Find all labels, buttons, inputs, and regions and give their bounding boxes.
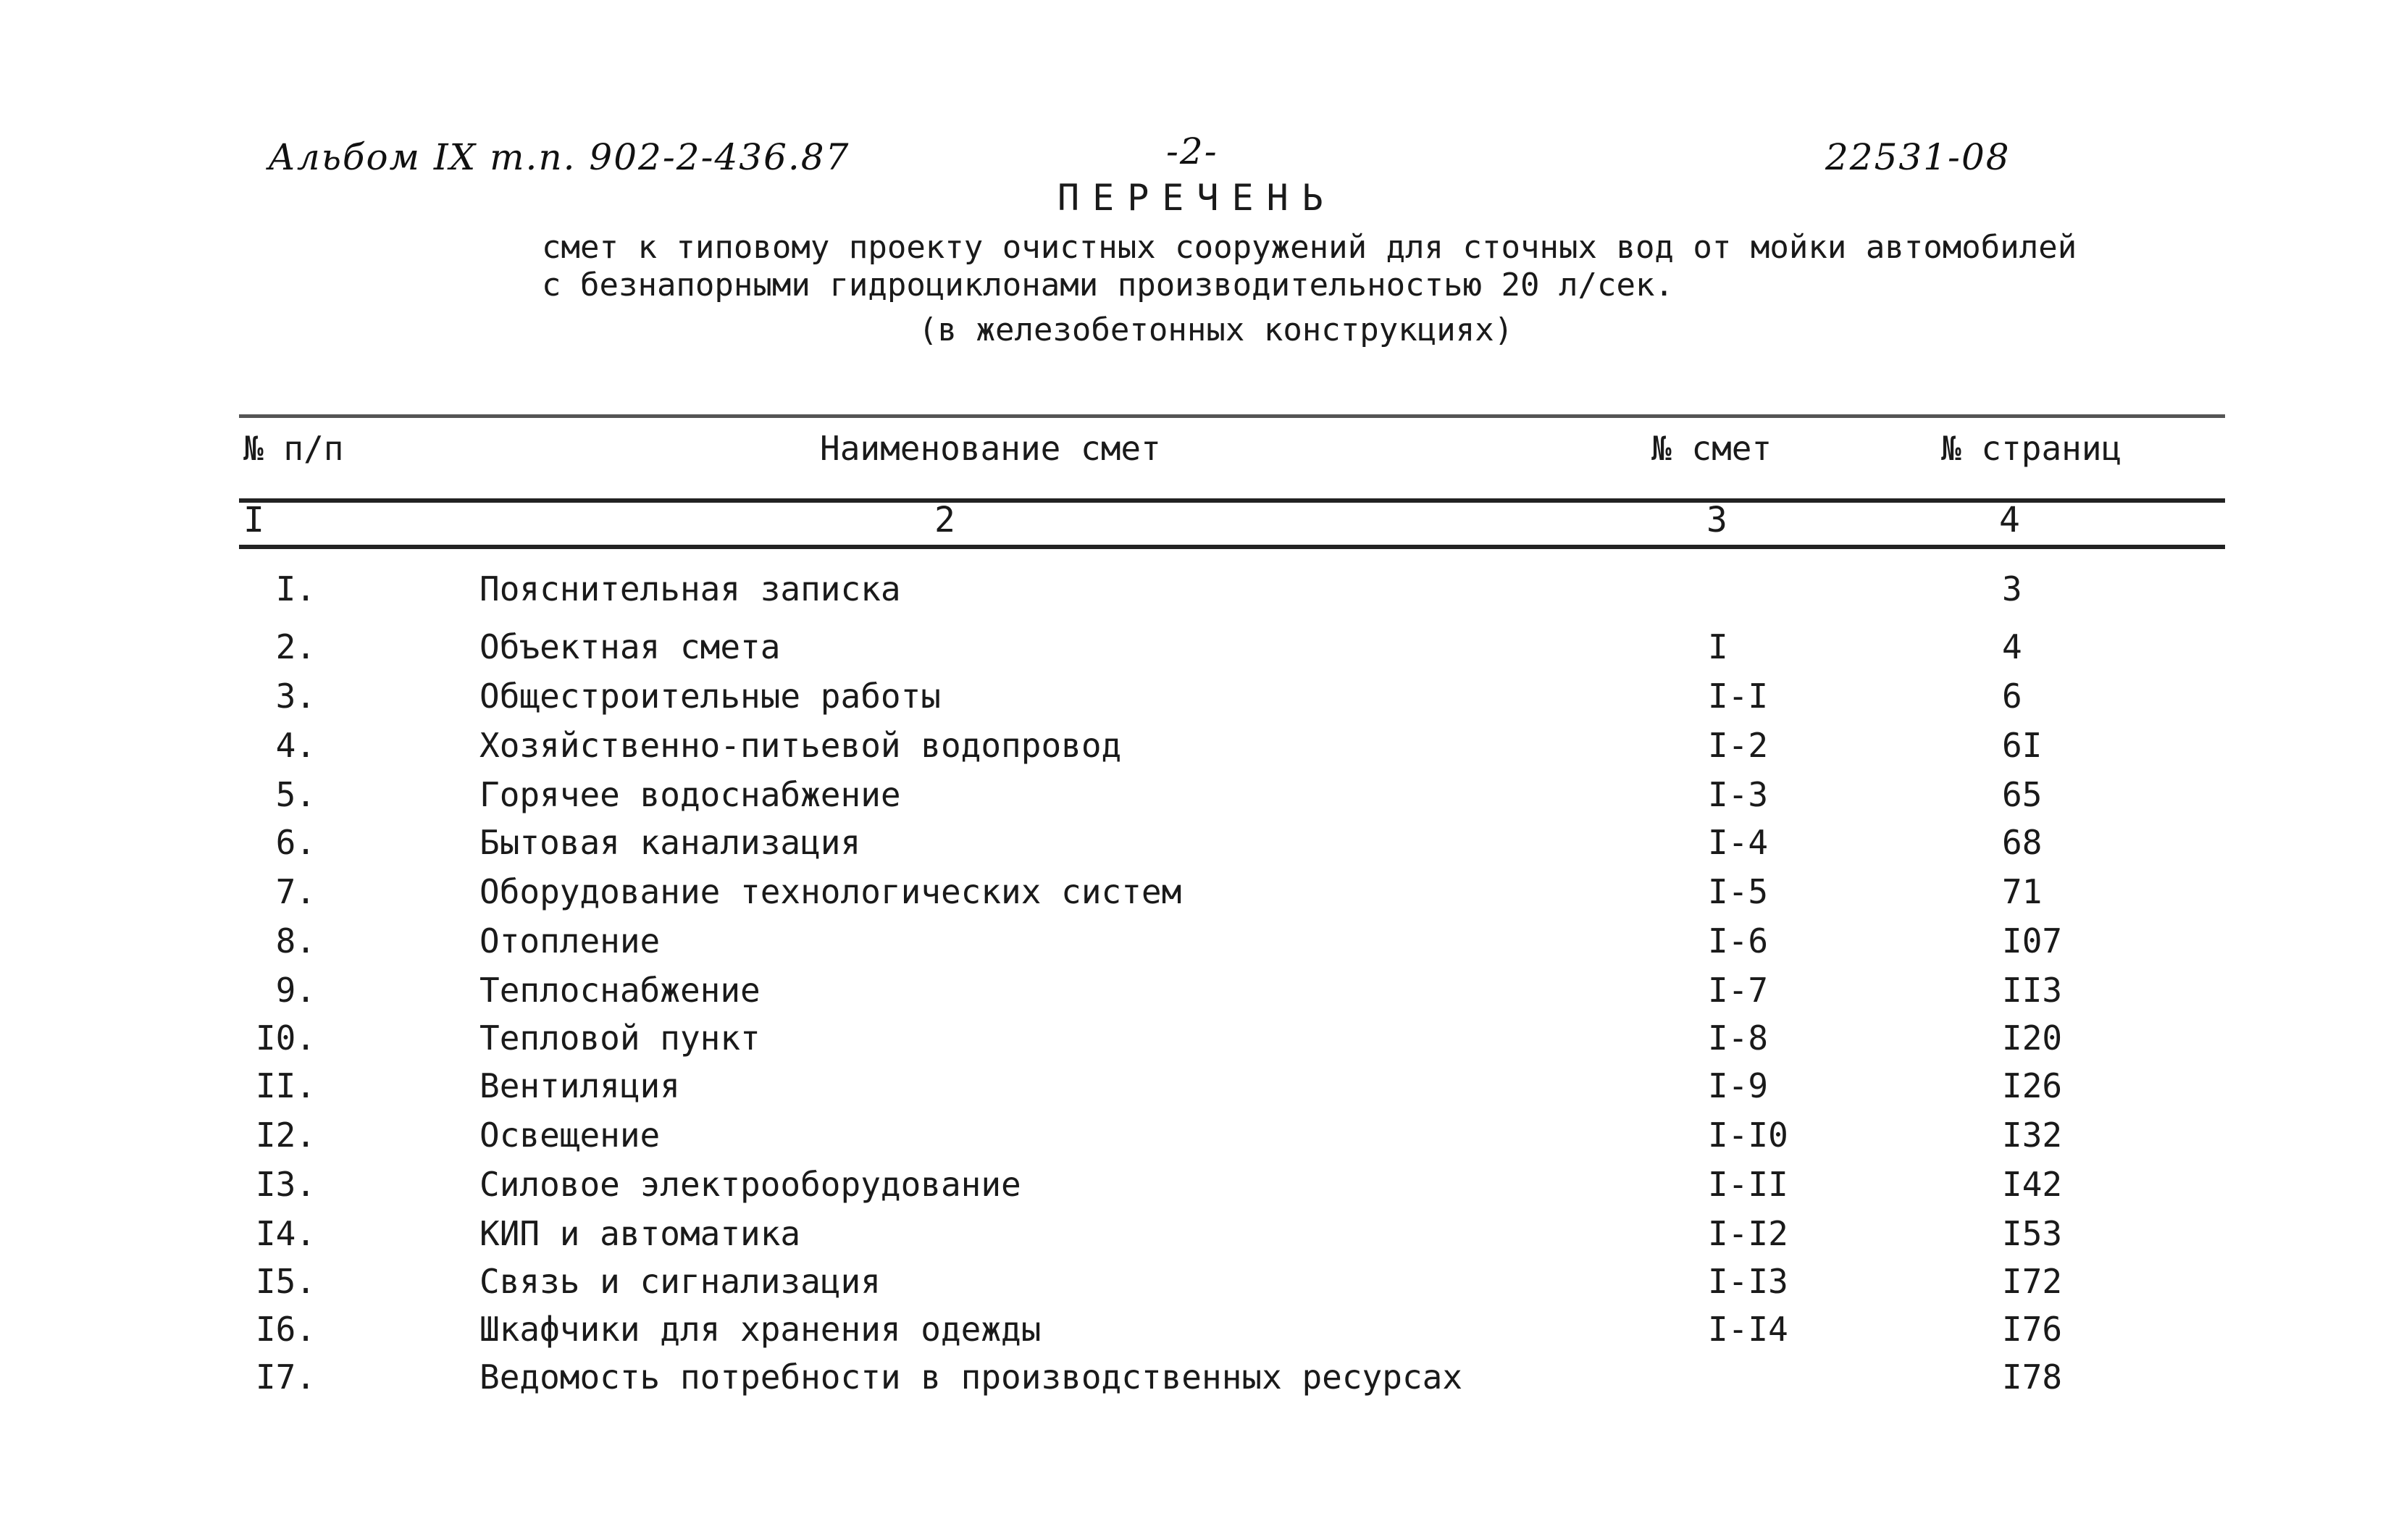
row-number: 6. [275, 823, 316, 862]
table-row [0, 1116, 2396, 1162]
row-name: Тепловой пункт [479, 1018, 761, 1058]
row-number: I4. [255, 1214, 316, 1253]
table-row [0, 1310, 2396, 1356]
row-page: I72 [2002, 1262, 2063, 1301]
column-number-1: I [243, 500, 264, 540]
table-row [0, 1214, 2396, 1260]
row-number: II. [255, 1066, 316, 1105]
row-estimate: I-4 [1708, 823, 1769, 862]
row-name: Связь и сигнализация [479, 1262, 881, 1301]
table-row [0, 823, 2396, 869]
row-name: Шкафчики для хранения одежды [479, 1310, 1042, 1349]
table-row [0, 872, 2396, 918]
row-name: Силовое электрооборудование [479, 1165, 1021, 1204]
row-page: I26 [2002, 1066, 2063, 1105]
column-number-2: 2 [934, 500, 955, 540]
table-row [0, 1165, 2396, 1211]
row-name: Вентиляция [479, 1066, 680, 1105]
row-name: Бытовая канализация [479, 823, 861, 862]
row-name: Пояснительная записка [479, 569, 901, 608]
row-page: 68 [2002, 823, 2043, 862]
subtitle-line-1: смет к типовому проекту очистных сооружений для сточных вод от мойки автомобилей [542, 229, 2077, 266]
row-page: 6 [2002, 677, 2022, 716]
table-row [0, 1262, 2396, 1308]
row-estimate: I-I [1708, 677, 1769, 716]
header-divider [239, 498, 2225, 503]
page-title: ПЕРЕЧЕНЬ [1057, 177, 1336, 219]
column-number-4: 4 [1999, 500, 2020, 540]
row-estimate: I-9 [1708, 1066, 1769, 1105]
row-number: I. [275, 569, 316, 608]
row-number: 3. [275, 677, 316, 716]
header-estimate-number: № смет [1651, 429, 1772, 468]
row-number: 9. [275, 971, 316, 1010]
row-estimate: I-6 [1708, 921, 1769, 961]
row-estimate: I-2 [1708, 726, 1769, 765]
table-row [0, 1018, 2396, 1065]
page-number: -2- [1166, 130, 1218, 172]
row-page: 6I [2002, 726, 2043, 765]
table-row [0, 677, 2396, 723]
table-row [0, 1066, 2396, 1113]
header-page-number: № страниц [1941, 429, 2122, 468]
row-number: 5. [275, 775, 316, 814]
row-number: I6. [255, 1310, 316, 1349]
row-estimate: I-3 [1708, 775, 1769, 814]
row-name: Общестроительные работы [479, 677, 941, 716]
row-estimate: I-I4 [1708, 1310, 1788, 1349]
row-name: Теплоснабжение [479, 971, 761, 1010]
row-name: Отопление [479, 921, 661, 961]
row-page: I07 [2002, 921, 2063, 961]
table-row [0, 1357, 2396, 1404]
column-number-3: 3 [1706, 500, 1727, 540]
row-name: Объектная смета [479, 627, 781, 666]
row-page: I53 [2002, 1214, 2063, 1253]
album-reference: Альбом IX т.п. 902-2-436.87 [268, 136, 850, 178]
table-top-rule [239, 414, 2225, 418]
column-number-divider [239, 545, 2225, 549]
row-number: 8. [275, 921, 316, 961]
row-estimate: I-8 [1708, 1018, 1769, 1058]
row-number: 4. [275, 726, 316, 765]
row-page: 71 [2002, 872, 2043, 911]
subtitle-line-3: (в железобетонных конструкциях) [918, 311, 1514, 348]
row-name: Хозяйственно-питьевой водопровод [479, 726, 1122, 765]
table-row [0, 921, 2396, 968]
header-item-number: № п/п [243, 429, 344, 468]
row-page: 3 [2002, 569, 2022, 608]
row-name: Освещение [479, 1116, 661, 1155]
row-estimate: I-7 [1708, 971, 1769, 1010]
row-page: I42 [2002, 1165, 2063, 1204]
row-number: I5. [255, 1262, 316, 1301]
header-estimate-name: Наименование смет [820, 429, 1161, 468]
table-row [0, 726, 2396, 772]
row-name: КИП и автоматика [479, 1214, 801, 1253]
row-estimate: I-I2 [1708, 1214, 1788, 1253]
table-row [0, 569, 2396, 616]
row-number: 2. [275, 627, 316, 666]
row-estimate: I [1708, 627, 1728, 666]
row-page: II3 [2002, 971, 2063, 1010]
table-row [0, 775, 2396, 821]
row-estimate: I-II [1708, 1165, 1788, 1204]
row-page: I76 [2002, 1310, 2063, 1349]
row-number: 7. [275, 872, 316, 911]
row-number: I0. [255, 1018, 316, 1058]
row-estimate: I-I0 [1708, 1116, 1788, 1155]
row-name: Горячее водоснабжение [479, 775, 901, 814]
subtitle-line-2: с безнапорными гидроциклонами производительностью 20 л/сек. [542, 267, 1674, 304]
row-page: 4 [2002, 627, 2022, 666]
table-row [0, 627, 2396, 674]
row-name: Ведомость потребности в производственных ресурсах [479, 1357, 1463, 1397]
row-name: Оборудование технологических систем [479, 872, 1182, 911]
row-page: I20 [2002, 1018, 2063, 1058]
row-number: I2. [255, 1116, 316, 1155]
row-number: I7. [255, 1357, 316, 1397]
table-row [0, 971, 2396, 1017]
row-page: I78 [2002, 1357, 2063, 1397]
document-code: 22531-08 [1825, 136, 2011, 178]
row-estimate: I-5 [1708, 872, 1769, 911]
row-estimate: I-I3 [1708, 1262, 1788, 1301]
row-page: 65 [2002, 775, 2043, 814]
row-page: I32 [2002, 1116, 2063, 1155]
row-number: I3. [255, 1165, 316, 1204]
